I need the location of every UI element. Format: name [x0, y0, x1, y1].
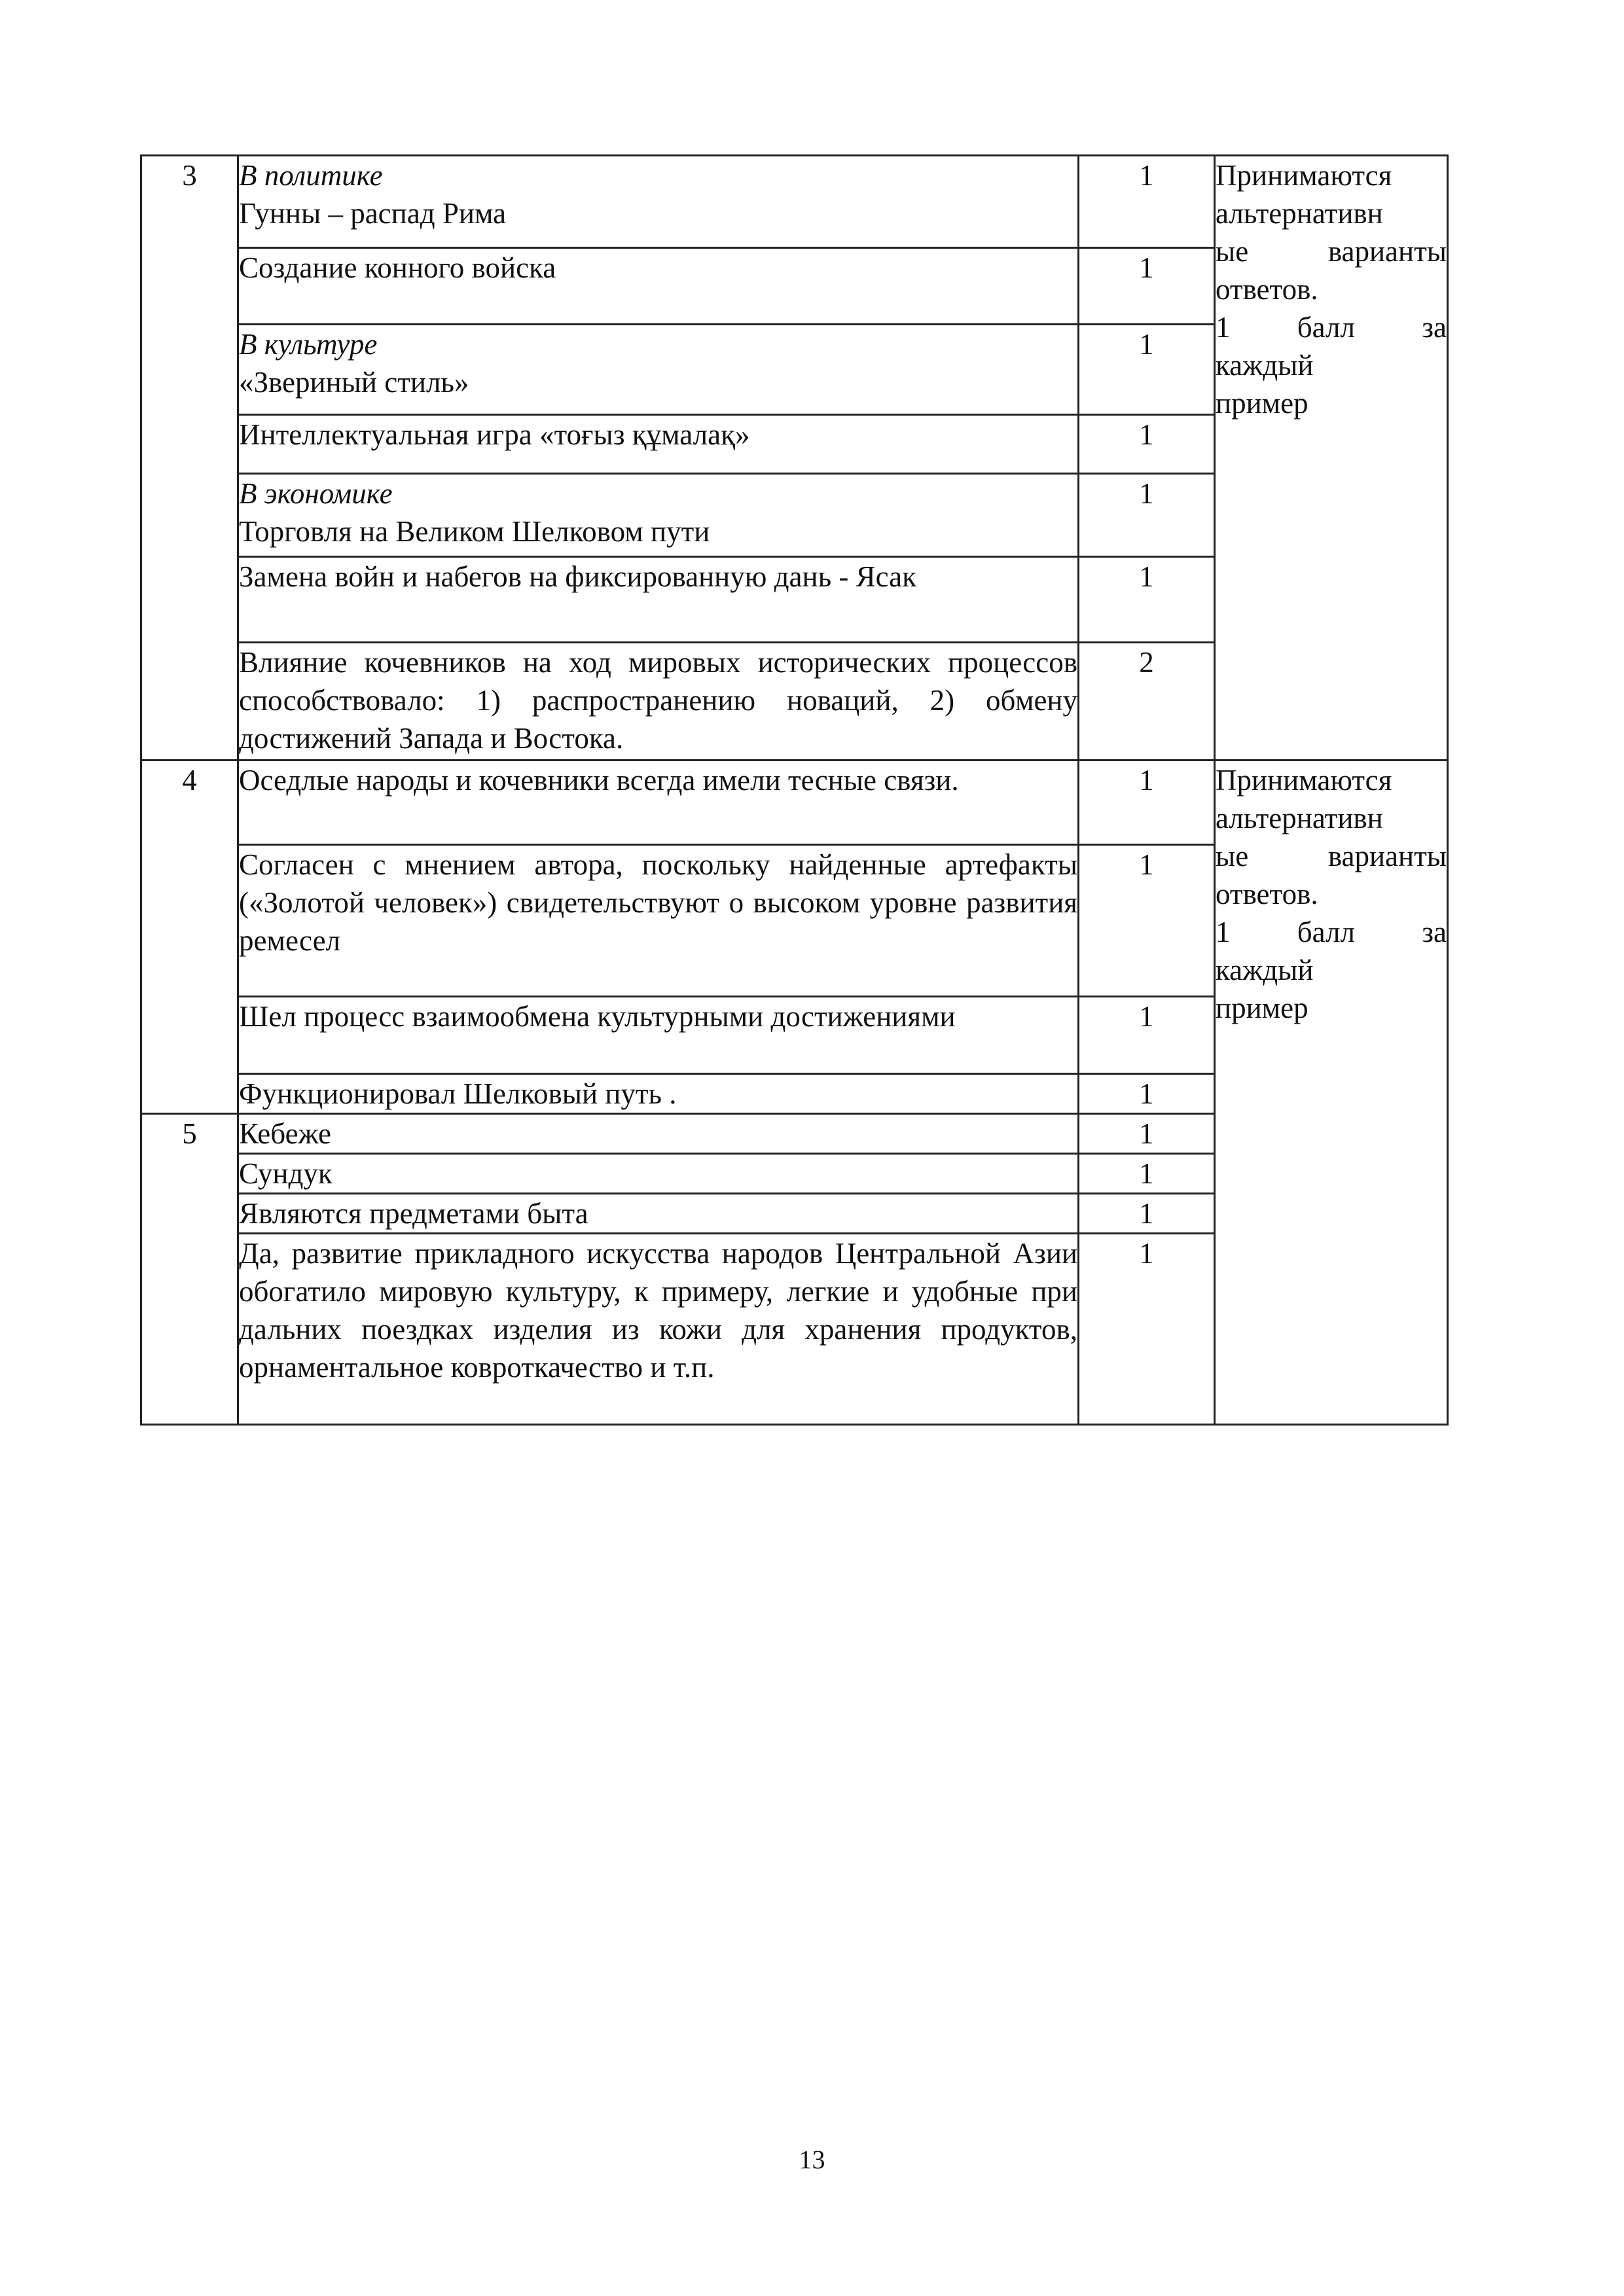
answer-text: Функционировал Шелковый путь .: [239, 1077, 677, 1110]
question-number: 3: [141, 156, 238, 761]
score-cell: 1: [1079, 1154, 1215, 1194]
answer-text: Влияние кочевников на ход мировых исторических процессов способствовало: 1) распространению новаций, 2) обмену достижений Запада и Востока.: [239, 646, 1077, 755]
score-cell: 2: [1079, 643, 1215, 761]
score-cell: 1: [1079, 997, 1215, 1074]
score-cell: 1: [1079, 845, 1215, 997]
note-line: 1 балл за: [1216, 916, 1447, 948]
answer-text: Шел процесс взаимообмена культурными достижениями: [239, 1000, 956, 1033]
note-line: ые варианты: [1216, 235, 1447, 268]
answer-cell: [238, 643, 1079, 761]
score-cell: 1: [1079, 761, 1215, 845]
question-number: 5: [141, 1114, 238, 1425]
answer-cell: [238, 997, 1079, 1074]
answer-text: Торговля на Великом Шелковом пути: [239, 515, 710, 548]
score-cell: 1: [1079, 156, 1215, 248]
answer-text: «Звериный стиль»: [239, 366, 469, 399]
score-cell: 1: [1079, 248, 1215, 325]
answer-text: Гунны – распад Рима: [239, 197, 507, 230]
table-row: [141, 156, 1448, 248]
score-cell: 1: [1079, 1074, 1215, 1114]
answer-cell: [238, 1114, 1079, 1154]
score-cell: 1: [1079, 1194, 1215, 1234]
answer-text: Кебеже: [239, 1117, 332, 1150]
answer-cell: [238, 761, 1079, 845]
grading-note: [1215, 761, 1448, 1425]
note-line: пример: [1216, 387, 1308, 420]
answer-text: Оседлые народы и кочевники всегда имели тесные связи.: [239, 764, 959, 797]
answer-key-table: [140, 154, 1449, 1426]
note-line: каждый: [1216, 349, 1314, 382]
section-heading: В экономике: [239, 477, 393, 510]
score-cell: 1: [1079, 1234, 1215, 1425]
note-line: каждый: [1216, 954, 1314, 986]
answer-cell: [238, 845, 1079, 997]
note-line: Принимаются: [1216, 764, 1392, 797]
score-cell: 1: [1079, 474, 1215, 557]
score-cell: 1: [1079, 415, 1215, 474]
answer-cell: [238, 1154, 1079, 1194]
answer-text: Сундук: [239, 1157, 333, 1190]
section-heading: В политике: [239, 159, 383, 192]
score-cell: 1: [1079, 325, 1215, 415]
answer-text: Являются предметами быта: [239, 1197, 588, 1230]
table-row: [141, 761, 1448, 845]
answer-cell: [238, 325, 1079, 415]
note-line: ые варианты: [1216, 840, 1447, 872]
answer-cell: [238, 156, 1079, 248]
score-cell: 1: [1079, 557, 1215, 643]
answer-text: Создание конного войска: [239, 251, 556, 284]
answer-cell: [238, 415, 1079, 474]
answer-cell: [238, 1194, 1079, 1234]
note-line: ответов.: [1216, 878, 1318, 910]
answer-cell: [238, 474, 1079, 557]
page-number: 13: [799, 2145, 825, 2174]
grading-note: [1215, 156, 1448, 761]
answer-text: Интеллектуальная игра «тоғыз құмалақ»: [239, 418, 750, 451]
note-line: Принимаются: [1216, 159, 1392, 192]
note-line: альтернативн: [1216, 197, 1383, 230]
answer-text: Да, развитие прикладного искусства народов Центральной Азии обогатило мировую культуру, к примеру, легкие и удобные при дальних поездках изделия из кожи для хранения продуктов, орнаментальное ковроткачество и т.п.: [239, 1237, 1077, 1384]
section-heading: В культуре: [239, 328, 378, 361]
answer-text: Замена войн и набегов на фиксированную дань - Ясак: [239, 560, 916, 593]
note-line: ответов.: [1216, 273, 1318, 306]
answer-cell: [238, 557, 1079, 643]
note-line: пример: [1216, 992, 1308, 1024]
answer-cell: [238, 1234, 1079, 1425]
question-number: 4: [141, 761, 238, 1114]
answer-cell: [238, 1074, 1079, 1114]
score-cell: 1: [1079, 1114, 1215, 1154]
answer-text: Согласен с мнением автора, поскольку найденные артефакты («Золотой человек») свидетельствуют о высоком уровне развития ремесел: [239, 848, 1077, 957]
answer-cell: [238, 248, 1079, 325]
note-line: 1 балл за: [1216, 311, 1447, 344]
note-line: альтернативн: [1216, 802, 1383, 834]
